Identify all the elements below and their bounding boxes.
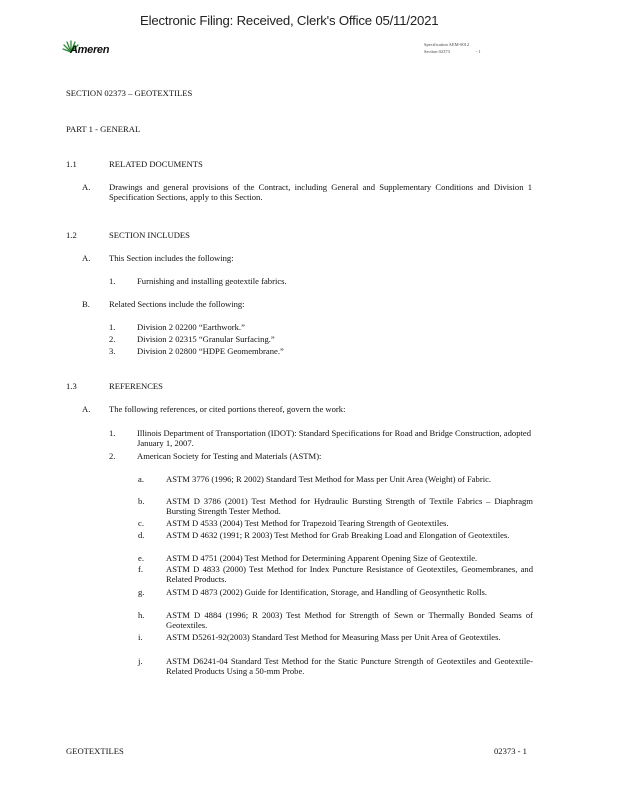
sublist-item: ASTM D6241-04 Standard Test Method for the Static Puncture Strength of Geotextiles and Geotextile-Related Products Using a 50-mm Probe. xyxy=(166,656,533,677)
list-item: Division 2 02315 “Granular Surfacing.” xyxy=(137,334,275,344)
sublist-letter: d. xyxy=(138,530,145,540)
list-item: Division 2 02800 “HDPE Geomembrane.” xyxy=(137,346,284,356)
article-number: 1.3 xyxy=(66,381,77,391)
spec-header xyxy=(424,41,481,55)
list-number: 1. xyxy=(109,322,116,332)
sublist-letter: c. xyxy=(138,518,144,528)
sublist-item: ASTM D 4632 (1991; R 2003) Test Method for Grab Breaking Load and Elongation of Geotextiles. xyxy=(166,530,510,540)
sublist-letter: b. xyxy=(138,496,145,506)
spec-page: - 1 xyxy=(475,49,481,54)
paragraph-text: This Section includes the following: xyxy=(109,253,234,263)
part-title: PART 1 - GENERAL xyxy=(66,124,141,134)
paragraph-letter: A. xyxy=(82,182,91,192)
sublist-letter: g. xyxy=(138,587,145,597)
sublist-letter: i. xyxy=(138,632,143,642)
sublist-item: ASTM D 4533 (2004) Test Method for Trapezoid Tearing Strength of Geotextiles. xyxy=(166,518,449,528)
list-number: 2. xyxy=(109,334,116,344)
sublist-item: ASTM D 4751 (2004) Test Method for Determining Apparent Opening Size of Geotextile. xyxy=(166,553,478,563)
paragraph-letter: A. xyxy=(82,253,91,263)
logo-wordmark: Ameren xyxy=(70,44,110,56)
paragraph-text: Drawings and general provisions of the Contract, including General and Supplementary Conditions and Division 1 Specification Sections, apply to this Section. xyxy=(109,182,532,203)
sublist-letter: j. xyxy=(138,656,143,666)
article-heading: RELATED DOCUMENTS xyxy=(109,159,203,169)
footer-page-number: 02373 - 1 xyxy=(494,746,527,756)
list-item: Division 2 02200 “Earthwork.” xyxy=(137,322,245,332)
list-item: Furnishing and installing geotextile fabrics. xyxy=(137,276,287,286)
article-number: 1.1 xyxy=(66,159,77,169)
article-heading: SECTION INCLUDES xyxy=(109,230,190,240)
paragraph-letter: B. xyxy=(82,299,90,309)
section-title: SECTION 02373 – GEOTEXTILES xyxy=(66,88,193,98)
list-number: 3. xyxy=(109,346,116,356)
list-item: Illinois Department of Transportation (IDOT): Standard Specifications for Road and Bridge Construction, adopted January 1, 2007. xyxy=(137,428,531,449)
paragraph-text: The following references, or cited portions thereof, govern the work: xyxy=(109,404,346,414)
article-number: 1.2 xyxy=(66,230,77,240)
list-number: 2. xyxy=(109,451,116,461)
list-number: 1. xyxy=(109,428,116,438)
filing-stamp: Electronic Filing: Received, Clerk's Office 05/11/2021 xyxy=(140,13,439,28)
spec-section: Section 02373 xyxy=(424,49,450,54)
sublist-letter: f. xyxy=(138,564,144,574)
sublist-item: ASTM D 4884 (1996; R 2003) Test Method for Strength of Sewn or Thermally Bonded Seams of Geotextiles. xyxy=(166,610,533,631)
sublist-item: ASTM D 4833 (2000) Test Method for Index Puncture Resistance of Geotextiles, Geomembranes, and Related Products. xyxy=(166,564,533,585)
sublist-item: ASTM D5261-92(2003) Standard Test Method for Measuring Mass per Unit Area of Geotextiles. xyxy=(166,632,501,642)
article-heading: REFERENCES xyxy=(109,381,163,391)
sublist-letter: h. xyxy=(138,610,145,620)
sublist-item: ASTM 3776 (1996; R 2002) Standard Test Method for Mass per Unit Area (Weight) of Fabric. xyxy=(166,474,492,484)
paragraph-text: Related Sections include the following: xyxy=(109,299,245,309)
sublist-item: ASTM D 4873 (2002) Guide for Identification, Storage, and Handling of Geosynthetic Rolls. xyxy=(166,587,488,597)
spec-header-line1: Specification AEM-0012 xyxy=(424,42,470,47)
paragraph-letter: A. xyxy=(82,404,91,414)
sublist-item: ASTM D 3786 (2001) Test Method for Hydraulic Bursting Strength of Textile Fabrics – Diaphragm Bursting Strength Tester Method. xyxy=(166,496,533,517)
list-number: 1. xyxy=(109,276,116,286)
list-item: American Society for Testing and Materials (ASTM): xyxy=(137,451,322,461)
footer-left: GEOTEXTILES xyxy=(66,746,124,756)
spec-header-line2 xyxy=(424,48,481,55)
sublist-letter: e. xyxy=(138,553,144,563)
sublist-letter: a. xyxy=(138,474,144,484)
